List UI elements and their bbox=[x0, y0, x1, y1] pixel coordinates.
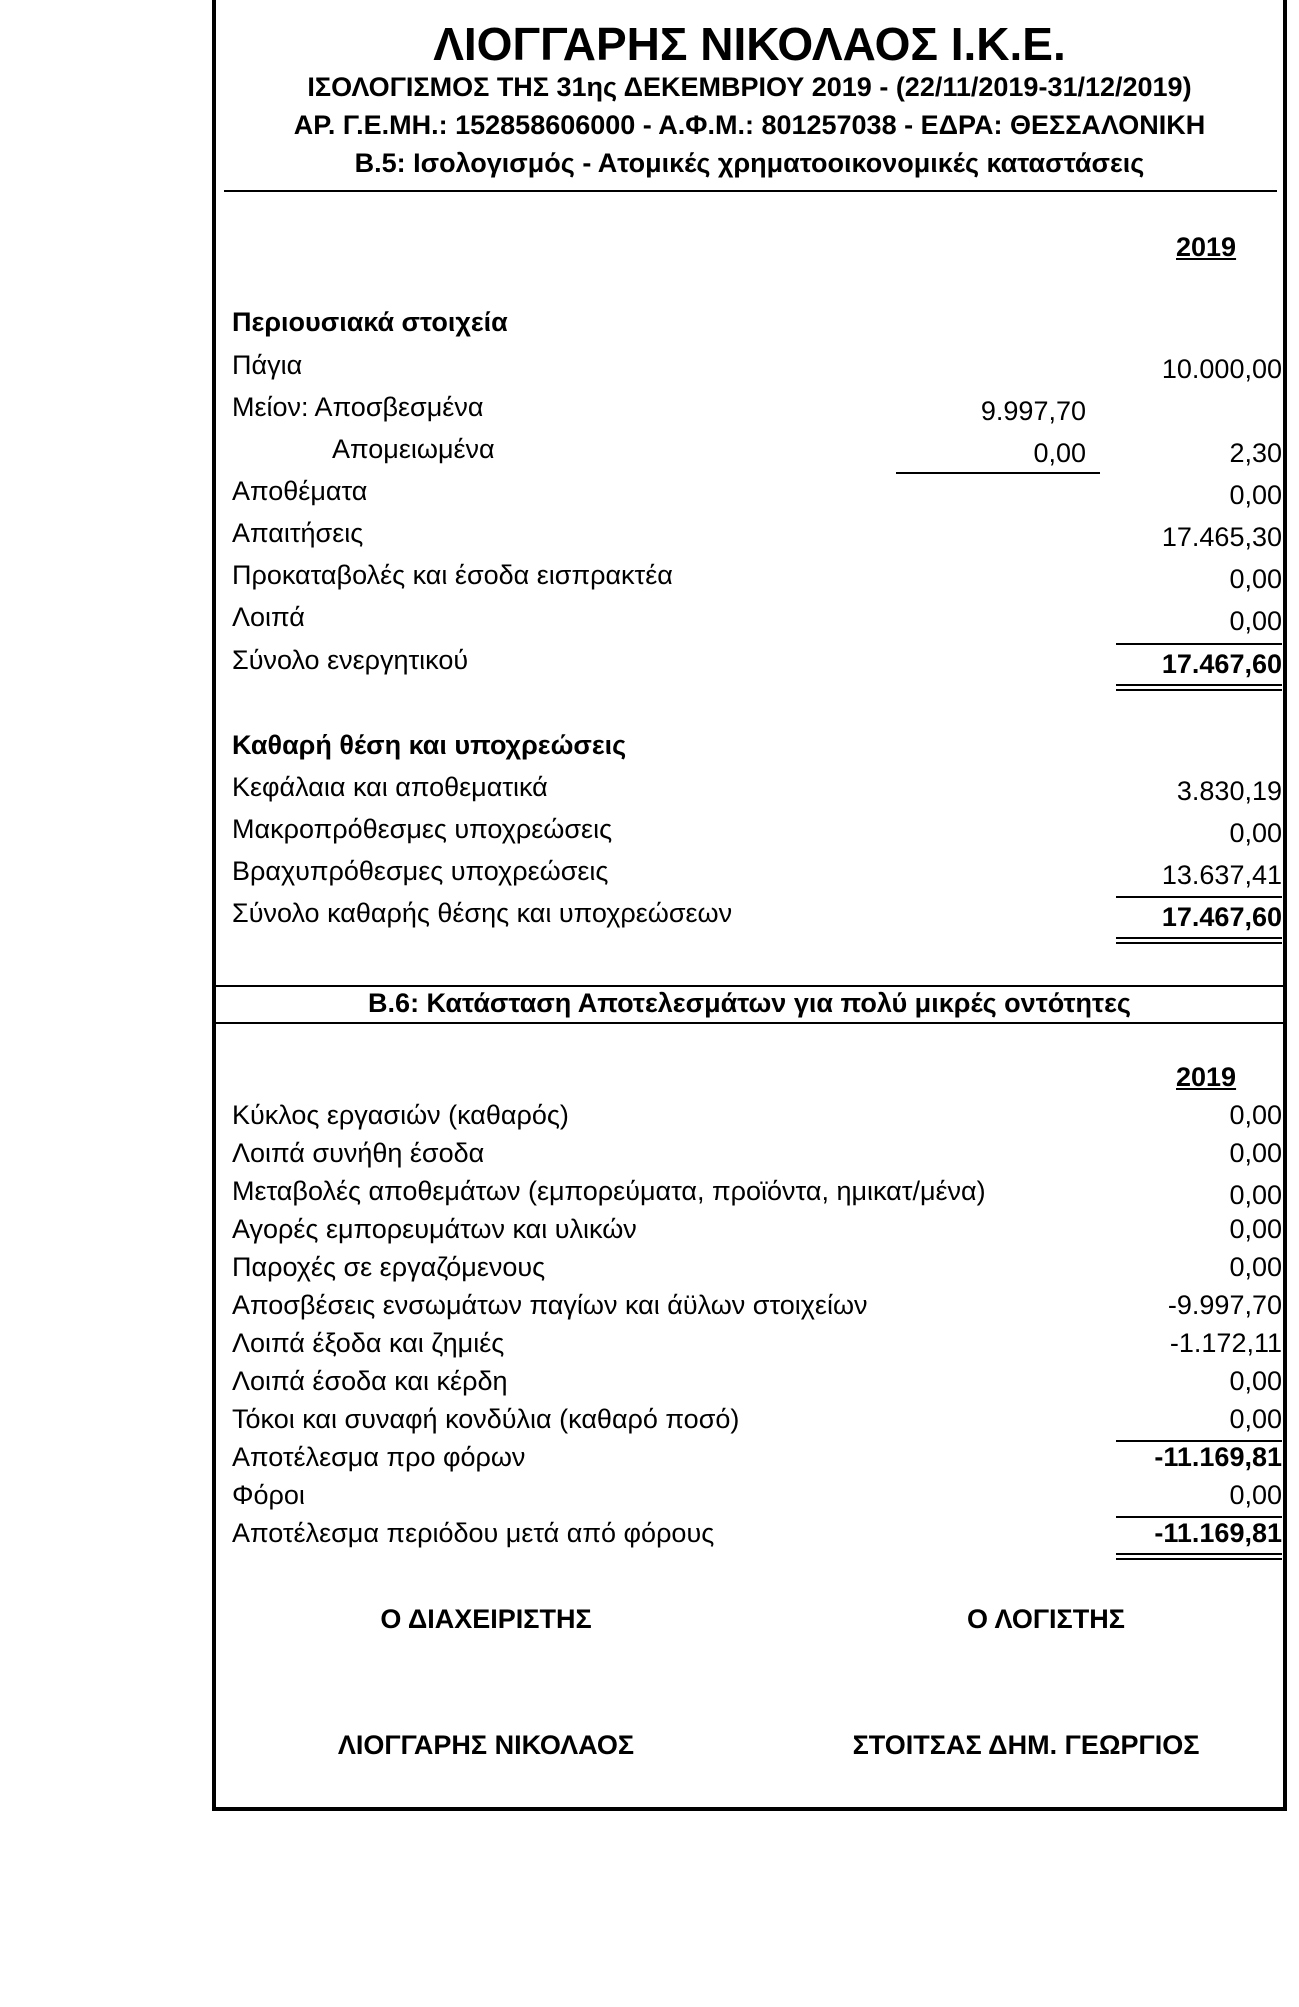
income-row bbox=[232, 1176, 1282, 1212]
long-term-row bbox=[232, 814, 1282, 852]
income-row-label: Κύκλος εργασιών (καθαρός) bbox=[232, 1100, 569, 1130]
income-row-value: -11.169,81 bbox=[1154, 1442, 1282, 1472]
depreciated-row bbox=[232, 392, 1282, 430]
income-row bbox=[232, 1404, 1282, 1440]
capital-value: 3.830,19 bbox=[1176, 776, 1282, 806]
equity-heading: Καθαρή θέση και υποχρεώσεις bbox=[232, 730, 627, 760]
inventory-label: Αποθέματα bbox=[232, 476, 368, 506]
income-row-value: 0,00 bbox=[1229, 1404, 1282, 1434]
income-row-value: 0,00 bbox=[1229, 1252, 1282, 1282]
depreciated-label: Μείον: Αποσβεσμένα bbox=[232, 392, 484, 422]
income-row-label: Αποτέλεσμα προ φόρων bbox=[232, 1442, 526, 1472]
long-term-label: Μακροπρόθεσμες υποχρεώσεις bbox=[232, 814, 613, 844]
impaired-label: Απομειωμένα bbox=[332, 434, 495, 464]
income-row-label: Μεταβολές αποθεμάτων (εμπορεύματα, προϊόντα, ημικατ/μένα) bbox=[232, 1176, 986, 1206]
fixed-value: 10.000,00 bbox=[1161, 354, 1282, 384]
section-b6-title: Β.6: Κατάσταση Αποτελεσμάτων για πολύ μικρές οντότητες bbox=[368, 988, 1131, 1018]
manager-name: ΛΙΟΓΓΑΡΗΣ ΝΙΚΟΛΑΟΣ bbox=[337, 1730, 635, 1760]
registry-info: ΑΡ. Γ.Ε.ΜΗ.: 152858606000 - Α.Φ.Μ.: 801257038 - ΕΔΡΑ: ΘΕΣΣΑΛΟΝΙΚΗ bbox=[293, 110, 1206, 140]
total-equity-double-underline bbox=[1116, 937, 1282, 944]
section-divider-top bbox=[216, 985, 1283, 987]
manager-title: Ο ΔΙΑΧΕΙΡΙΣΤΗΣ bbox=[380, 1604, 592, 1634]
income-row-label: Τόκοι και συναφή κονδύλια (καθαρό ποσό) bbox=[232, 1404, 740, 1434]
other-row bbox=[232, 602, 1282, 640]
capital-label: Κεφάλαια και αποθεματικά bbox=[232, 772, 548, 802]
income-row bbox=[232, 1328, 1282, 1364]
short-term-row bbox=[232, 856, 1282, 894]
income-row-label: Παροχές σε εργαζόμενους bbox=[232, 1252, 546, 1282]
income-row bbox=[232, 1518, 1282, 1554]
depreciated-value: 9.997,70 bbox=[980, 396, 1086, 426]
prepayments-value: 0,00 bbox=[1229, 564, 1282, 594]
income-row-label: Λοιπά συνήθη έσοδα bbox=[232, 1138, 485, 1168]
income-row-label: Αποσβέσεις ενσωμάτων παγίων και άϋλων στοιχείων bbox=[232, 1290, 868, 1320]
income-row-value: 0,00 bbox=[1229, 1214, 1282, 1244]
total-equity-row bbox=[232, 898, 1282, 936]
total-assets-double-underline bbox=[1116, 684, 1282, 691]
fixed-row bbox=[232, 350, 1282, 388]
accountant-title: Ο ΛΟΓΙΣΤΗΣ bbox=[967, 1604, 1125, 1634]
income-row bbox=[232, 1442, 1282, 1478]
income-row-label: Αγορές εμπορευμάτων και υλικών bbox=[232, 1214, 637, 1244]
total-assets-row bbox=[232, 645, 1282, 683]
receivables-label: Απαιτήσεις bbox=[232, 518, 364, 548]
income-row bbox=[232, 1214, 1282, 1250]
section-divider-bottom bbox=[216, 1022, 1283, 1024]
balance-year: 2019 bbox=[1176, 232, 1237, 262]
prepayments-label: Προκαταβολές και έσοδα εισπρακτέα bbox=[232, 560, 673, 590]
accountant-name: ΣΤΟΙΤΣΑΣ ΔΗΜ. ΓΕΩΡΓΙΟΣ bbox=[852, 1730, 1200, 1760]
income-row bbox=[232, 1366, 1282, 1402]
income-row-value: -9.997,70 bbox=[1167, 1290, 1282, 1320]
income-row-label: Φόροι bbox=[232, 1480, 305, 1510]
income-row-value: 0,00 bbox=[1229, 1100, 1282, 1130]
statement-frame bbox=[212, 0, 1287, 1811]
income-row bbox=[232, 1290, 1282, 1326]
income-row-value: 0,00 bbox=[1229, 1138, 1282, 1168]
inventory-row bbox=[232, 476, 1282, 514]
statement-subtitle: ΙΣΟΛΟΓΙΣΜΟΣ ΤΗΣ 31ης ΔΕΚΕΜΒΡΙΟΥ 2019 - (22/11/2019-31/12/2019) bbox=[307, 72, 1192, 102]
income-row-label: Λοιπά έξοδα και ζημιές bbox=[232, 1328, 505, 1358]
capital-row bbox=[232, 772, 1282, 810]
other-label: Λοιπά bbox=[232, 602, 305, 632]
impaired-value: 0,00 bbox=[1033, 438, 1086, 468]
income-row-label: Λοιπά έσοδα και κέρδη bbox=[232, 1366, 508, 1396]
net-fixed-value: 2,30 bbox=[1229, 438, 1282, 468]
fixed-label: Πάγια bbox=[232, 350, 303, 380]
section-b5-title: Β.5: Ισολογισμός - Ατομικές χρηματοοικονομικές καταστάσεις bbox=[354, 148, 1145, 178]
income-row-value: 0,00 bbox=[1229, 1180, 1282, 1210]
long-term-value: 0,00 bbox=[1229, 818, 1282, 848]
equity-heading-row bbox=[232, 730, 1282, 768]
income-row-value: -11.169,81 bbox=[1154, 1518, 1282, 1548]
income-row-value: 0,00 bbox=[1229, 1480, 1282, 1510]
net-result-double-underline bbox=[1116, 1553, 1282, 1560]
total-equity-value: 17.467,60 bbox=[1161, 902, 1282, 932]
total-assets-label: Σύνολο ενεργητικού bbox=[232, 645, 469, 675]
income-row-value: 0,00 bbox=[1229, 1366, 1282, 1396]
assets-heading: Περιουσιακά στοιχεία bbox=[232, 307, 508, 337]
company-name: ΛΙΟΓΓΑΡΗΣ ΝΙΚΟΛΑΟΣ Ι.Κ.Ε. bbox=[433, 18, 1066, 70]
total-assets-value: 17.467,60 bbox=[1161, 649, 1282, 679]
assets-heading-row bbox=[232, 307, 1282, 345]
income-row bbox=[232, 1138, 1282, 1174]
other-value: 0,00 bbox=[1229, 606, 1282, 636]
income-row-label: Αποτέλεσμα περιόδου μετά από φόρους bbox=[232, 1518, 715, 1548]
receivables-row bbox=[232, 518, 1282, 556]
income-row bbox=[232, 1100, 1282, 1136]
income-row-value: -1.172,11 bbox=[1169, 1328, 1282, 1358]
prepayments-row bbox=[232, 560, 1282, 598]
header-divider bbox=[224, 190, 1277, 192]
receivables-value: 17.465,30 bbox=[1161, 522, 1282, 552]
short-term-label: Βραχυπρόθεσμες υποχρεώσεις bbox=[232, 856, 609, 886]
subtotal-underline bbox=[896, 472, 1100, 474]
income-row bbox=[232, 1480, 1282, 1516]
impaired-row bbox=[232, 434, 1282, 472]
short-term-value: 13.637,41 bbox=[1161, 860, 1282, 890]
income-year: 2019 bbox=[1176, 1062, 1237, 1092]
inventory-value: 0,00 bbox=[1229, 480, 1282, 510]
income-row bbox=[232, 1252, 1282, 1288]
total-equity-label: Σύνολο καθαρής θέσης και υποχρεώσεων bbox=[232, 898, 733, 928]
